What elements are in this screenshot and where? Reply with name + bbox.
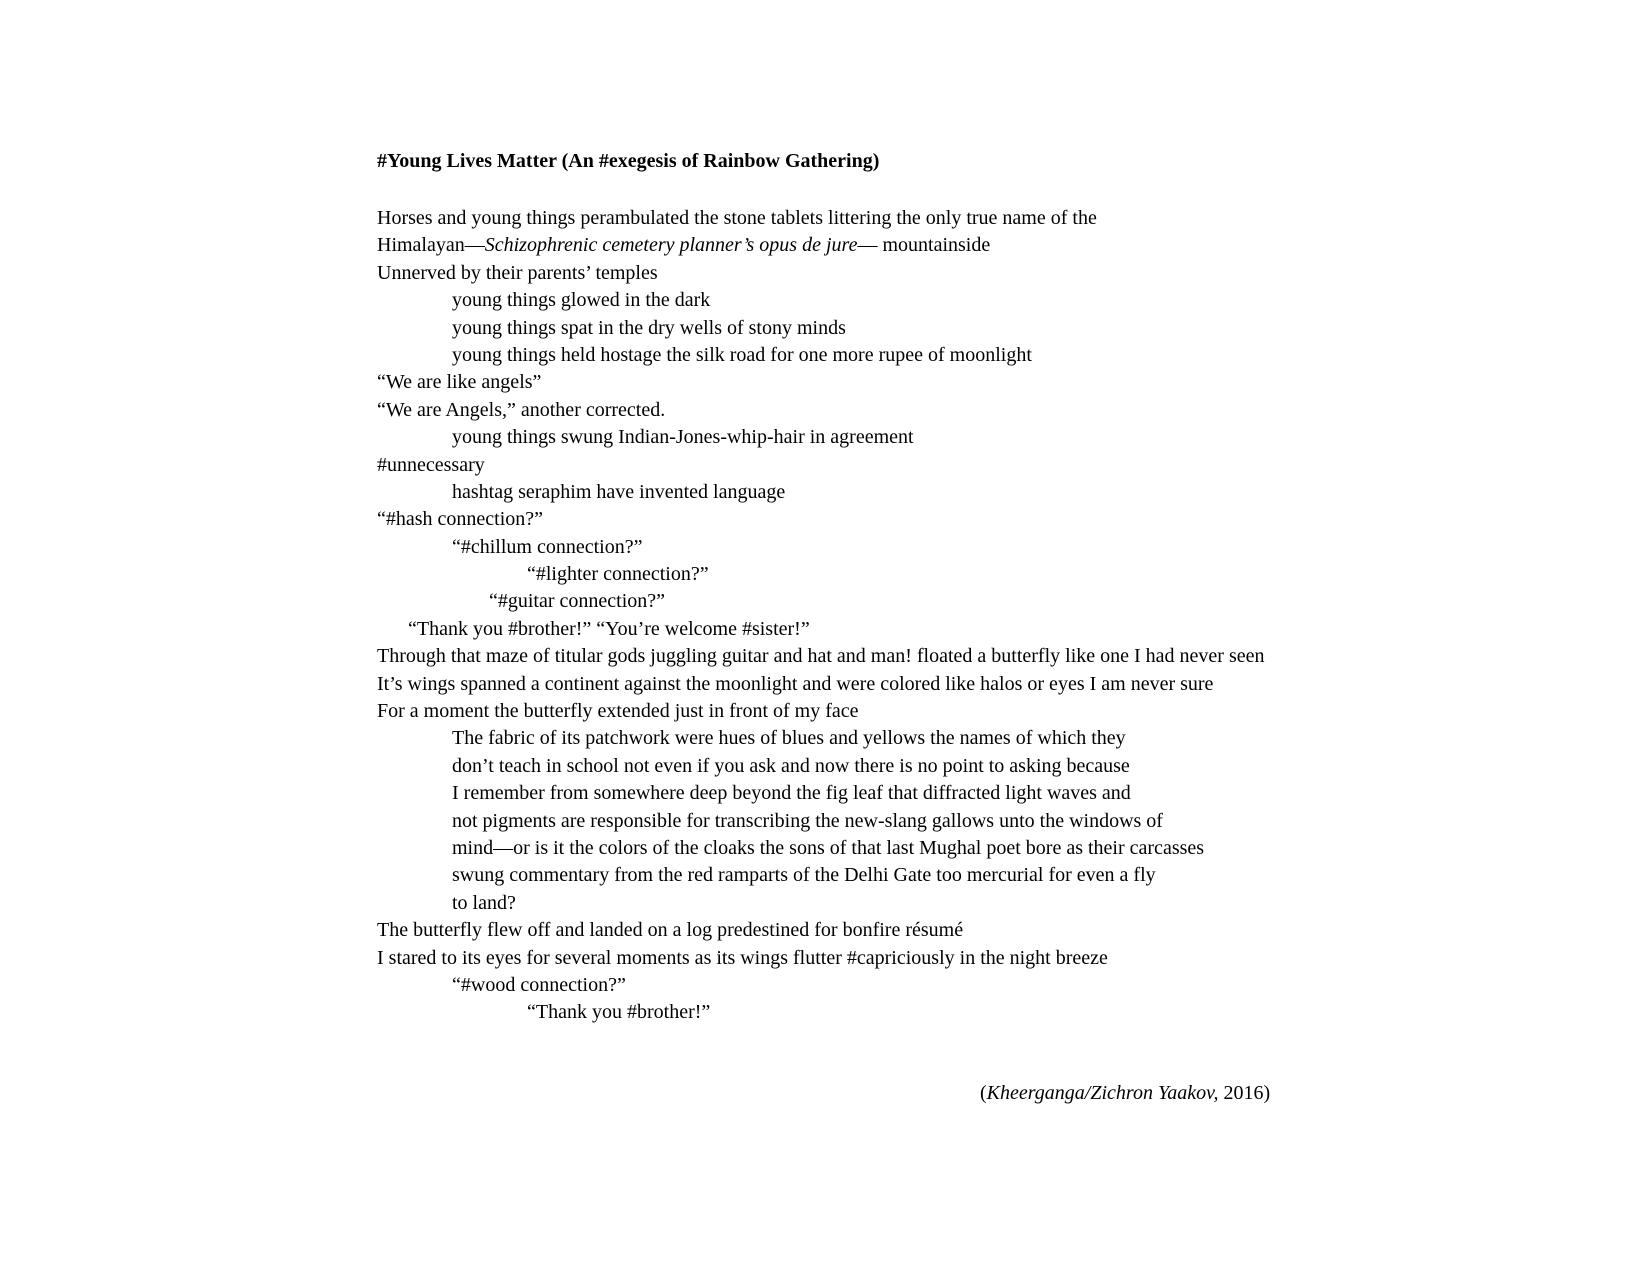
poem-line: “#hash connection?” [377, 508, 544, 531]
signature-attribution [980, 1081, 1270, 1105]
poem-line: not pigments are responsible for transcribing the new-slang gallows unto the windows of [452, 809, 1163, 832]
poem-line: young things glowed in the dark [452, 289, 711, 312]
poem-body [377, 205, 1617, 1027]
poem-line: “We are Angels,” another corrected. [377, 398, 666, 421]
poem-line: “#guitar connection?” [489, 590, 666, 613]
poem-line: “#lighter connection?” [527, 563, 709, 586]
poem-line: young things swung Indian-Jones-whip-hair in agreement [452, 426, 914, 449]
poem-line: Horses and young things perambulated the stone tablets littering the only true name of the [377, 207, 1097, 229]
poem-line: “#chillum connection?” [452, 535, 643, 558]
poem-line: young things spat in the dry wells of stony minds [452, 316, 846, 339]
poem-line: For a moment the butterfly extended just in front of my face [377, 700, 859, 723]
poem-line-italic: Schizophrenic cemetery planner’s opus de jure [484, 234, 858, 257]
poem-line: “#wood connection?” [452, 973, 626, 996]
poem-line: Through that maze of titular gods juggling guitar and hat and man! floated a butterfly like one I had never seen [377, 645, 1265, 668]
poem-line: “Thank you #brother!” [527, 1001, 711, 1024]
signature-open-paren: ( [980, 1082, 987, 1104]
poem-line: “We are like angels” [377, 371, 542, 394]
poem-line [377, 232, 1617, 259]
poem-line: swung commentary from the red ramparts of the Delhi Gate too mercurial for even a fly [452, 864, 1156, 887]
poem-line-segment: Himalayan— [377, 234, 485, 257]
poem-line: young things held hostage the silk road for one more rupee of moonlight [452, 343, 1032, 366]
poem-line: I remember from somewhere deep beyond the fig leaf that diffracted light waves and [452, 782, 1131, 805]
poem-line: It’s wings spanned a continent against the moonlight and were colored like halos or eyes I am never sure [377, 672, 1214, 695]
poem-line: I stared to its eyes for several moments as its wings flutter #capriciously in the night breeze [377, 946, 1108, 969]
poem-line: hashtag seraphim have invented language [452, 480, 786, 503]
poem-line: to land? [452, 891, 516, 914]
poem-line: Unnerved by their parents’ temples [377, 261, 658, 284]
poem-line: #unnecessary [377, 453, 485, 476]
poem-line: The butterfly flew off and landed on a log predestined for bonfire résumé [377, 919, 964, 942]
signature-place: Kheerganga/Zichron Yaakov, [986, 1082, 1219, 1104]
signature-year: 2016) [1218, 1082, 1271, 1104]
poem-line: don’t teach in school not even if you ask and now there is no point to asking because [452, 754, 1130, 777]
poem-line: mind—or is it the colors of the cloaks the sons of that last Mughal poet bore as their carcasses [452, 836, 1205, 859]
poem-line: “Thank you #brother!” “You’re welcome #sister!” [408, 617, 810, 640]
poem-title: #Young Lives Matter (An #exegesis of Rainbow Gathering) [377, 150, 880, 172]
poem-line: The fabric of its patchwork were hues of blues and yellows the names of which they [452, 727, 1126, 750]
poem-line-segment: — mountainside [857, 234, 991, 257]
